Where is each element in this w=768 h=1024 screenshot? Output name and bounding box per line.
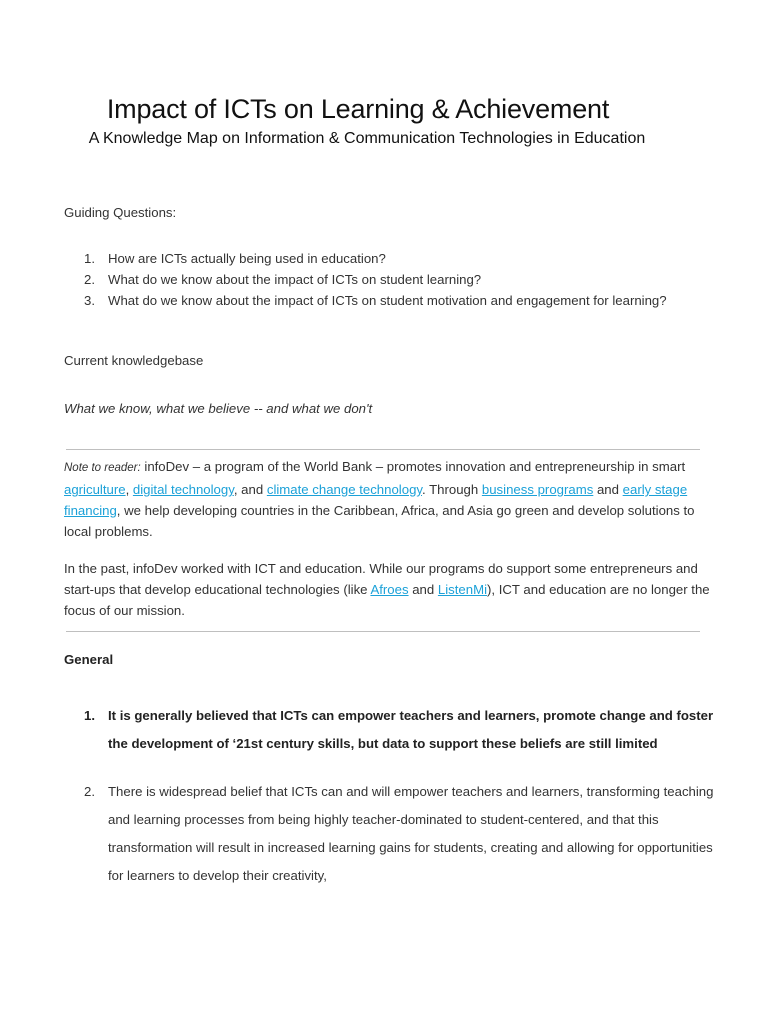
list-item-text: How are ICTs actually being used in education? (108, 251, 386, 266)
divider-top (66, 449, 700, 450)
note-text-3: , and (233, 482, 267, 497)
past-text-1: In the past, infoDev worked with ICT and education. While our programs do support some entrepreneurs and start-ups that develop educational technologies (like (64, 561, 698, 597)
note-text-6: , we help developing countries in the Caribbean, Africa, and Asia go green and develop solutions to local problems. (64, 503, 695, 539)
list-item (64, 702, 714, 758)
tagline: What we know, what we believe -- and what we don't (64, 401, 373, 416)
list-item-text: It is generally believed that ICTs can empower teachers and learners, promote change and foster the development of ‘21st century skills, but data to support these beliefs are still limited (108, 708, 714, 751)
list-item (64, 290, 704, 311)
past-text-2: and (408, 582, 438, 597)
list-item (64, 778, 714, 890)
link-afroes[interactable]: Afroes (370, 582, 409, 597)
page-title: Impact of ICTs on Learning & Achievement (106, 94, 610, 124)
knowledgebase-heading: Current knowledgebase (64, 353, 204, 368)
link-business-programs[interactable]: business programs (481, 482, 594, 497)
note-text-4: . Through (422, 482, 482, 497)
list-item-text: What do we know about the impact of ICTs on student motivation and engagement for learning? (108, 293, 667, 308)
list-number: 1. (84, 251, 95, 266)
link-climate-change-technology[interactable]: climate change technology (266, 482, 423, 497)
note-text-5: and (593, 482, 623, 497)
guiding-questions-list (64, 248, 704, 311)
guiding-questions-label: Guiding Questions: (64, 205, 177, 220)
note-text-1: infoDev – a program of the World Bank – promotes innovation and entrepreneurship in smart (140, 459, 686, 474)
list-number: 2. (84, 784, 95, 799)
general-list (64, 702, 714, 890)
list-number: 2. (84, 272, 95, 287)
list-item (64, 248, 704, 269)
page-subtitle: A Knowledge Map on Information & Communication Technologies in Education (88, 130, 646, 147)
note-to-reader (64, 456, 714, 542)
link-agriculture[interactable]: agriculture (64, 482, 126, 497)
list-number: 3. (84, 293, 95, 308)
general-heading: General (64, 652, 114, 667)
note-label: Note to reader: (64, 462, 141, 474)
link-listenmi[interactable]: ListenMi (437, 582, 488, 597)
past-text-3: ), ICT and education are no longer the focus of our mission. (64, 582, 710, 618)
list-item-text: There is widespread belief that ICTs can and will empower teachers and learners, transforming teaching and learning processes from being highly teacher-dominated to student-centered, and that this transformation will result in increased learning gains for students, creating and allowing for opportunities for learners to develop their creativity, (108, 784, 714, 883)
link-digital-technology[interactable]: digital technology (132, 482, 234, 497)
list-item-text: What do we know about the impact of ICTs on student learning? (108, 272, 482, 287)
past-paragraph (64, 558, 714, 621)
divider-bottom (66, 631, 700, 632)
list-number: 1. (84, 708, 95, 723)
note-text-2: , (125, 482, 133, 497)
list-item (64, 269, 704, 290)
link-early-stage-financing[interactable]: early stage financing (64, 482, 688, 518)
